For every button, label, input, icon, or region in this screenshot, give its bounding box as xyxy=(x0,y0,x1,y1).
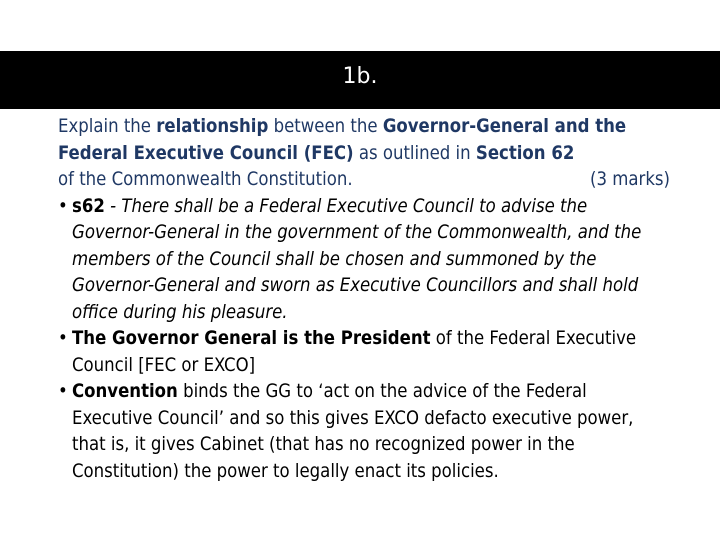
question-marks: (3 marks) xyxy=(590,169,670,190)
bullet-convention-label: Convention xyxy=(72,381,178,402)
bullet-gg-president-label: The Governor General is the President xyxy=(72,328,431,349)
bullet-icon: • xyxy=(58,328,68,349)
bullet-convention-text: binds the GG to ‘act on the advice of the Federal Executive Council’ and so this gives EXCO defacto executive power, that is, it gives Cabinet (that has no recognized power in the Constitution) the power to legally enact its policies. xyxy=(72,381,634,482)
question-text xyxy=(58,114,670,194)
bullet-s62 xyxy=(58,194,670,327)
question-text-part: of the Commonwealth Constitution. xyxy=(58,169,353,190)
bullet-icon: • xyxy=(58,195,68,217)
bullet-convention xyxy=(58,379,670,485)
question-text-part: as outlined in xyxy=(353,142,476,164)
slide-content xyxy=(58,114,670,485)
title-bar xyxy=(0,51,720,109)
question-emphasis-relationship: relationship xyxy=(156,116,269,137)
bullet-gg-president-text: of the Federal Executive Council [FEC or EXCO] xyxy=(72,328,637,376)
question-last-line xyxy=(58,167,670,194)
question-text-part: between the xyxy=(268,116,383,137)
question-text-part: Explain the xyxy=(58,116,157,137)
slide-title: 1b. xyxy=(342,64,378,89)
question-emphasis-section: Section 62 xyxy=(475,142,575,164)
question-emphasis-gg-fec: Governor-General and the Federal Executive Council (FEC) xyxy=(58,116,627,164)
bullet-icon: • xyxy=(58,381,68,402)
bullet-s62-text: - There shall be a Federal Executive Council to advise the Governor-General in the government of the Commonwealth, and the members of the Council shall be chosen and summoned by the Governor-General and sworn as Executive Councillors and shall hold office during his pleasure. xyxy=(72,195,642,323)
bullet-s62-label: s62 xyxy=(72,195,105,217)
bullet-gg-president xyxy=(58,326,670,379)
